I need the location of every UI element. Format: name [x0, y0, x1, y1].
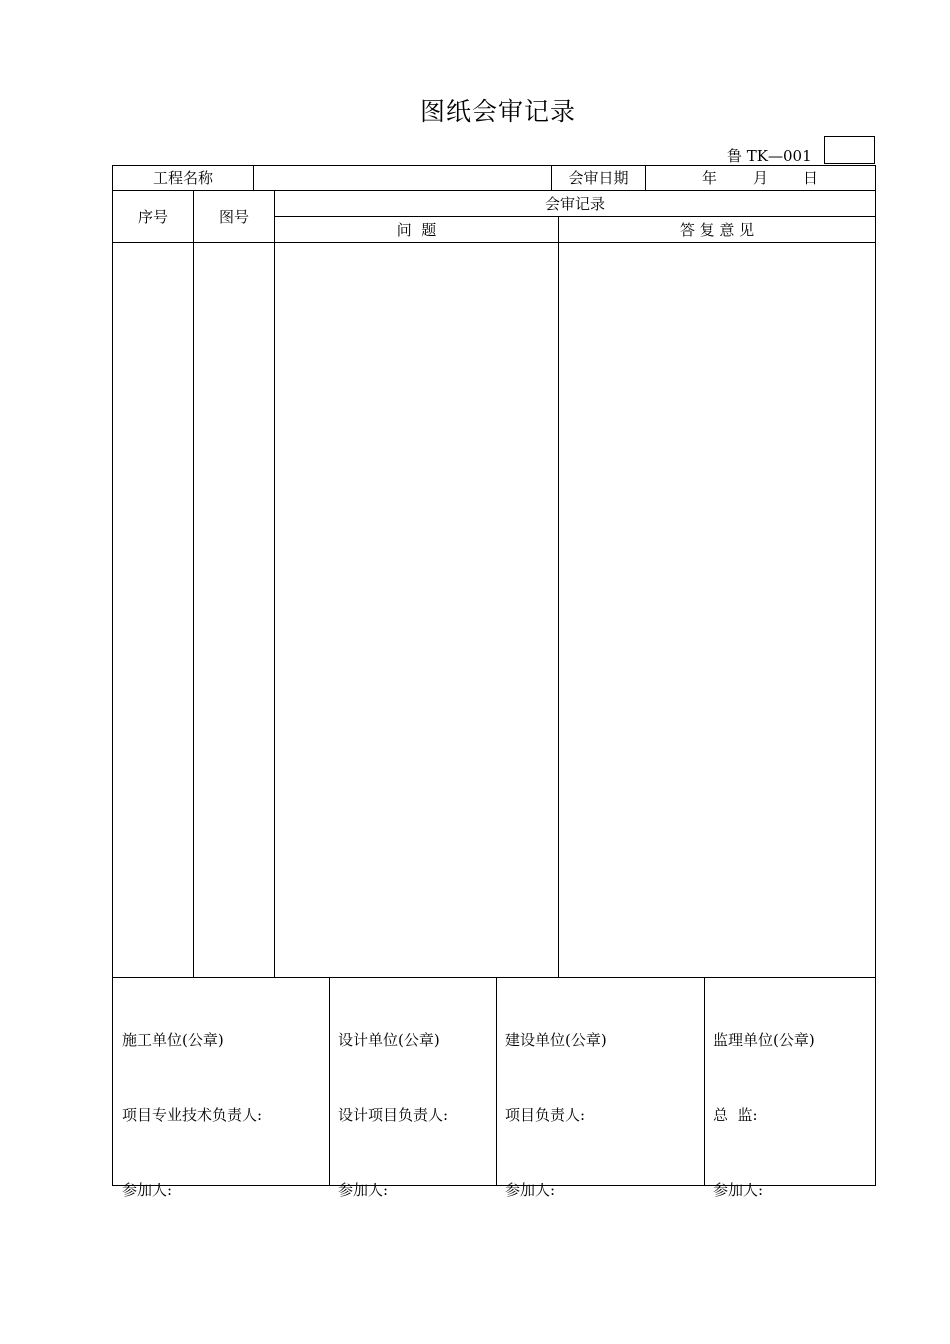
construction-tech-lead-label: 项目专业技术负责人:	[122, 1106, 263, 1124]
date-year-label: 年	[702, 169, 718, 187]
table-line	[496, 977, 497, 1185]
seq-entry-area[interactable]	[113, 243, 193, 977]
table-line	[112, 190, 876, 191]
form-number-box[interactable]	[824, 136, 875, 164]
drawing-no-column-header: 图号	[218, 208, 249, 226]
owner-project-lead-label: 项目负责人:	[505, 1106, 586, 1124]
question-column-header: 问 题	[396, 221, 437, 239]
page-title: 图纸会审记录	[419, 97, 576, 126]
question-entry-area[interactable]	[275, 243, 558, 977]
chief-supervisor-label: 总 监:	[713, 1106, 758, 1124]
answer-entry-area[interactable]	[559, 243, 875, 977]
date-day-label: 日	[803, 169, 819, 187]
supervision-unit-block	[713, 978, 815, 1253]
design-participants-label: 参加人:	[338, 1181, 389, 1199]
construction-unit-block	[122, 978, 262, 1253]
table-line	[274, 216, 876, 217]
table-line	[875, 165, 876, 1185]
date-month-label: 月	[753, 169, 769, 187]
construction-participants-label: 参加人:	[122, 1181, 173, 1199]
answer-column-header: 答 复 意 见	[679, 221, 755, 239]
drawing-no-entry-area[interactable]	[194, 243, 274, 977]
design-unit-block	[338, 978, 448, 1253]
review-date-field[interactable]	[646, 166, 875, 190]
owner-unit-block	[505, 978, 607, 1253]
review-record-header: 会审记录	[544, 195, 605, 213]
project-name-field[interactable]	[254, 166, 551, 190]
form-code: 鲁 TK—001	[727, 147, 812, 165]
seq-column-header: 序号	[137, 208, 168, 226]
table-line	[704, 977, 705, 1185]
project-name-label: 工程名称	[152, 169, 213, 187]
owner-participants-label: 参加人:	[505, 1181, 556, 1199]
design-project-lead-label: 设计项目负责人:	[338, 1106, 449, 1124]
owner-unit-label: 建设单位(公章)	[505, 1031, 607, 1049]
supervision-unit-label: 监理单位(公章)	[713, 1031, 815, 1049]
supervision-participants-label: 参加人:	[713, 1181, 764, 1199]
construction-unit-label: 施工单位(公章)	[122, 1031, 224, 1049]
review-date-label: 会审日期	[568, 169, 629, 187]
table-line	[329, 977, 330, 1185]
design-unit-label: 设计单位(公章)	[338, 1031, 440, 1049]
